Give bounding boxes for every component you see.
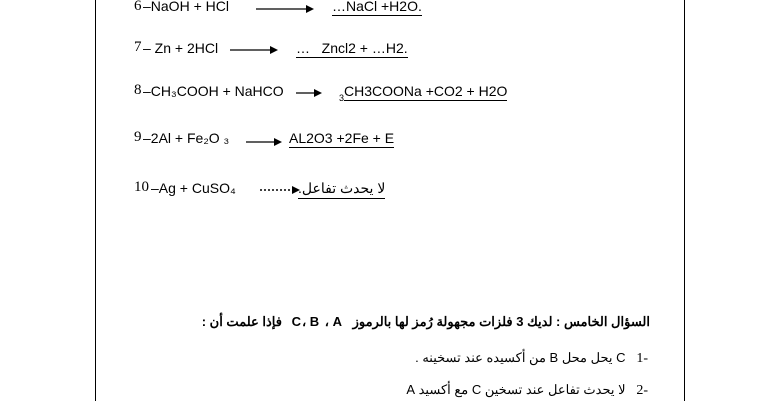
reaction-rhs: لا يحدث تفاعل.: [298, 180, 385, 199]
reaction-lhs: – Zn + 2HCl: [143, 40, 219, 56]
item-text: C يحل محل B من أكسيده عند تسخينه .: [415, 350, 626, 365]
reaction-number: 9: [134, 129, 142, 145]
list-item: [406, 382, 648, 399]
reaction-rhs: …NaCl +H2O.: [332, 0, 422, 14]
reaction-lhs: –Ag + CuSO₄: [151, 180, 236, 196]
item-number: -1: [636, 351, 648, 366]
item-number: -2: [636, 383, 648, 398]
arrow-right-icon: [246, 137, 282, 147]
item-text: لا يحدث تفاعل عند تسخين C مع أكسيد A: [406, 382, 626, 397]
reaction-lhs: –NaOH + HCl: [143, 0, 229, 14]
arrow-right-icon: [230, 45, 278, 55]
reaction-number: 6: [134, 0, 142, 14]
question-5-heading: [202, 314, 650, 330]
reaction-lhs: –CH₃COOH + NaHCO: [143, 83, 284, 99]
reaction-rhs: AL2O3 +2Fe + E: [289, 130, 395, 146]
question-5-prefix: السؤال الخامس : لديك 3 فلزات مجهولة رُمز لها بالرموز: [352, 314, 650, 329]
reaction-number: 10: [134, 179, 149, 195]
arrow-right-icon: [296, 88, 322, 98]
reaction-lhs: –2Al + Fe₂O ₃: [143, 130, 230, 146]
question-5-letters: C، B ، A: [291, 314, 343, 329]
reaction-rhs: $_3$CH3COONa +CO2 + H2O: [339, 83, 508, 103]
reaction-number: 8: [134, 82, 142, 98]
page-border: [95, 0, 685, 401]
list-item: [415, 350, 648, 367]
question-5-suffix: فإذا علمت أن :: [201, 314, 282, 329]
reaction-number: 7: [134, 39, 142, 55]
dotted-arrow-right-icon: [260, 185, 300, 195]
arrow-right-icon: [256, 4, 314, 14]
reaction-rhs: … Zncl2 + …H2.: [296, 40, 408, 56]
